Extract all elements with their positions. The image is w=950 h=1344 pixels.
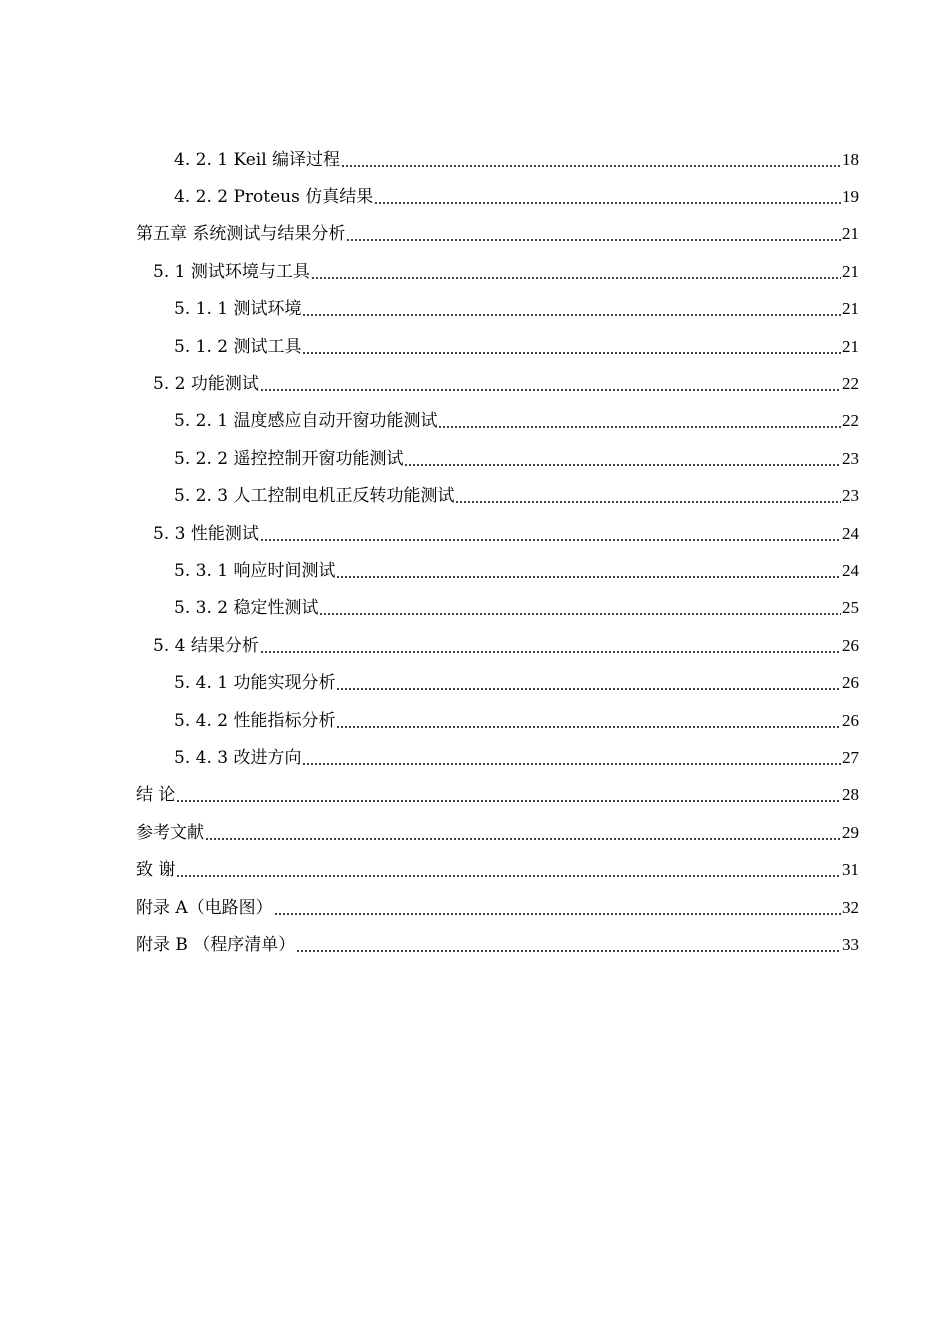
toc-entry-title: 结 论 (136, 785, 176, 806)
toc-entry-title: 附录 A（电路图） (136, 897, 273, 918)
toc-entry-title: 4. 2. 2 Proteus 仿真结果 (174, 187, 374, 208)
toc-entry-title: 5. 4. 3 改进方向 (174, 747, 302, 768)
toc-leader-dots (311, 277, 841, 279)
toc-leader-dots (438, 426, 841, 428)
toc-entry-5-4-2 (0, 702, 950, 739)
toc-leader-dots (319, 613, 841, 615)
toc-entry-page: 22 (842, 411, 859, 431)
toc-entry-page: 26 (842, 673, 859, 693)
toc-entry-title: 5. 1 测试环境与工具 (153, 261, 310, 282)
toc-entry-title: 第五章 系统测试与结果分析 (136, 224, 346, 245)
toc-entry-title: 5. 2 功能测试 (153, 374, 259, 395)
toc-entry-5-1-2 (0, 328, 950, 365)
toc-leader-dots (176, 875, 841, 877)
toc-entry-5-2-3 (0, 478, 950, 515)
toc-entry-title: 参考文献 (136, 822, 204, 843)
toc-entry-title: 5. 2. 3 人工控制电机正反转功能测试 (174, 486, 455, 507)
toc-leader-dots (274, 913, 841, 915)
toc-entry-appendix-a (0, 889, 950, 926)
toc-entry-page: 28 (842, 785, 859, 805)
toc-entry-title: 5. 2. 1 温度感应自动开窗功能测试 (174, 411, 438, 432)
toc-leader-dots (260, 651, 841, 653)
toc-entry-references (0, 814, 950, 851)
toc-entry-page: 29 (842, 822, 859, 842)
toc-entry-title: 5. 4. 1 功能实现分析 (174, 673, 336, 694)
toc-entry-title: 附录 B （程序清单） (136, 934, 296, 955)
toc-leader-dots (455, 501, 841, 503)
toc-entry-5-2-1 (0, 403, 950, 440)
toc-entry-4-2-2 (0, 178, 950, 215)
toc-entry-page: 25 (842, 598, 859, 618)
toc-entry-5-4-1 (0, 664, 950, 701)
toc-entry-page: 31 (842, 860, 859, 880)
toc-leader-dots (296, 950, 841, 952)
toc-entry-acknowledgements (0, 851, 950, 888)
toc-entry-page: 21 (842, 299, 859, 319)
toc-entry-title: 4. 2. 1 Keil 编译过程 (174, 149, 341, 170)
toc-entry-title: 5. 1. 2 测试工具 (174, 336, 302, 357)
toc-entry-page: 23 (842, 448, 859, 468)
toc-leader-dots (336, 576, 841, 578)
toc-entry-appendix-b (0, 926, 950, 963)
toc-entry-title: 5. 1. 1 测试环境 (174, 299, 302, 320)
toc-entry-title: 5. 3. 1 响应时间测试 (174, 560, 336, 581)
toc-entry-page: 21 (842, 261, 859, 281)
toc-entry-page: 22 (842, 374, 859, 394)
toc-entry-5-1 (0, 253, 950, 290)
toc-entry-5-2 (0, 365, 950, 402)
table-of-contents (0, 141, 950, 964)
toc-entry-page: 27 (842, 747, 859, 767)
toc-entry-page: 24 (842, 560, 859, 580)
toc-entry-page: 18 (842, 149, 859, 169)
toc-entry-title: 5. 2. 2 遥控控制开窗功能测试 (174, 448, 404, 469)
toc-entry-title: 致 谢 (136, 860, 176, 881)
toc-leader-dots (302, 352, 841, 354)
toc-leader-dots (302, 314, 841, 316)
toc-leader-dots (302, 763, 841, 765)
toc-entry-5-3 (0, 515, 950, 552)
toc-leader-dots (404, 464, 841, 466)
toc-leader-dots (341, 165, 841, 167)
toc-leader-dots (260, 389, 841, 391)
toc-entry-title: 5. 4. 2 性能指标分析 (174, 710, 336, 731)
toc-entry-5-4-3 (0, 739, 950, 776)
toc-entry-page: 19 (842, 187, 859, 207)
toc-entry-page: 26 (842, 635, 859, 655)
toc-entry-chapter-5 (0, 216, 950, 253)
toc-leader-dots (260, 539, 841, 541)
toc-leader-dots (336, 688, 841, 690)
toc-leader-dots (336, 726, 841, 728)
toc-entry-4-2-1 (0, 141, 950, 178)
toc-entry-conclusion (0, 777, 950, 814)
toc-leader-dots (205, 838, 841, 840)
toc-entry-title: 5. 3. 2 稳定性测试 (174, 598, 319, 619)
toc-entry-5-2-2 (0, 440, 950, 477)
toc-leader-dots (374, 202, 841, 204)
toc-entry-5-3-1 (0, 552, 950, 589)
toc-entry-page: 26 (842, 710, 859, 730)
toc-entry-5-3-2 (0, 590, 950, 627)
toc-entry-page: 23 (842, 486, 859, 506)
toc-entry-page: 21 (842, 224, 859, 244)
toc-entry-5-1-1 (0, 291, 950, 328)
toc-entry-title: 5. 3 性能测试 (153, 523, 259, 544)
toc-entry-title: 5. 4 结果分析 (153, 635, 259, 656)
toc-entry-page: 24 (842, 523, 859, 543)
toc-entry-page: 21 (842, 336, 859, 356)
toc-entry-page: 32 (842, 897, 859, 917)
toc-entry-page: 33 (842, 934, 859, 954)
toc-entry-5-4 (0, 627, 950, 664)
toc-leader-dots (176, 800, 841, 802)
toc-leader-dots (346, 239, 841, 241)
